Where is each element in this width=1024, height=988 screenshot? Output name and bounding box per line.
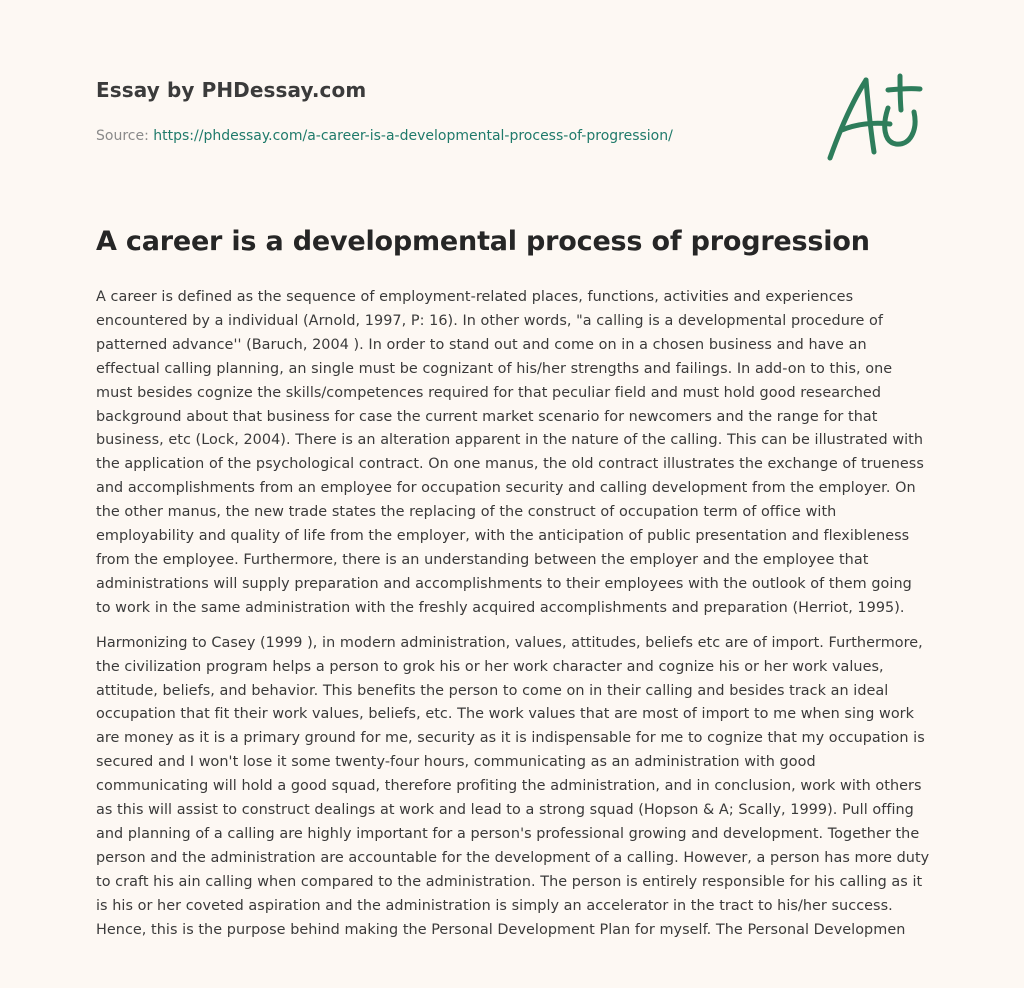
essay-paragraph: Harmonizing to Casey (1999 ), in modern administration, values, attitudes, beliefs etc are of import. Furthermore, the civilization program helps a person to grok his or her work character and cognize his or her work values, attitude, beliefs, and behavior. This benefits the person to come on in their calling and besides track an ideal occupation that fit their work values, beliefs, etc. The work values that are most of import to me when sing work are money as it is a primary ground for me, security as it is indispensable for me to cognize that my occupation is secured and I won't lose it some twenty-four hours, communicating as an administration with good communicating will hold a good squad, therefore profiting the administration, and in conclusion, work with others as this will assist to construct dealings at work and lead to a strong squad (Hopson & A; Scally, 1999). Pull offing and planning of a calling are highly important for a person's professional growing and development. Together the person and the administration are accountable for the development of a calling. However, a person has more duty to craft his ain calling when compared to the administration. The person is entirely responsible for his calling as it is his or her coveted aspiration and the administration is simply an accelerator in the tract to his/her success. Hence, this is the purpose behind making the Personal Development Plan for myself. The Personal Developmen [96, 634, 930, 938]
essay-body [96, 286, 930, 953]
source-link[interactable]: https://phdessay.com/a-career-is-a-developmental-process-of-progression/ [153, 128, 673, 144]
essay-title: A career is a developmental process of progression [96, 226, 870, 257]
essay-paragraph: A career is defined as the sequence of employment-related places, functions, activities and experiences encountered by a individual (Arnold, 1997, P: 16). In other words, "a calling is a developmental procedure of patterned advance'' (Baruch, 2004 ). In order to stand out and come on in a chosen business and have an effectual calling planning, an single must be cognizant of his/her strengths and failings. In add-on to this, one must besides cognize the skills/competences required for that peculiar field and must hold good researched background about that business for case the current market scenario for newcomers and the range for that business, etc (Lock, 2004). There is an alteration apparent in the nature of the calling. This can be illustrated with the application of the psychological contract. On one manus, the old contract illustrates the exchange of trueness and accomplishments from an employee for occupation security and calling development from the employer. On the other manus, the new trade states the replacing of the construct of occupation term of office with employability and quality of life from the employer, with the anticipation of public presentation and flexibleness from the employee. Furthermore, there is an understanding between the employer and the employee that administrations will supply preparation and accomplishments to their employees with the outlook of them going to work in the same administration with the freshly acquired accomplishments and preparation (Herriot, 1995). [96, 289, 924, 616]
page-header [96, 78, 796, 144]
source-label: Source: [96, 128, 154, 144]
a-plus-logo-icon [822, 68, 932, 168]
source-line [96, 128, 796, 144]
brand-title: Essay by PHDessay.com [96, 78, 367, 102]
